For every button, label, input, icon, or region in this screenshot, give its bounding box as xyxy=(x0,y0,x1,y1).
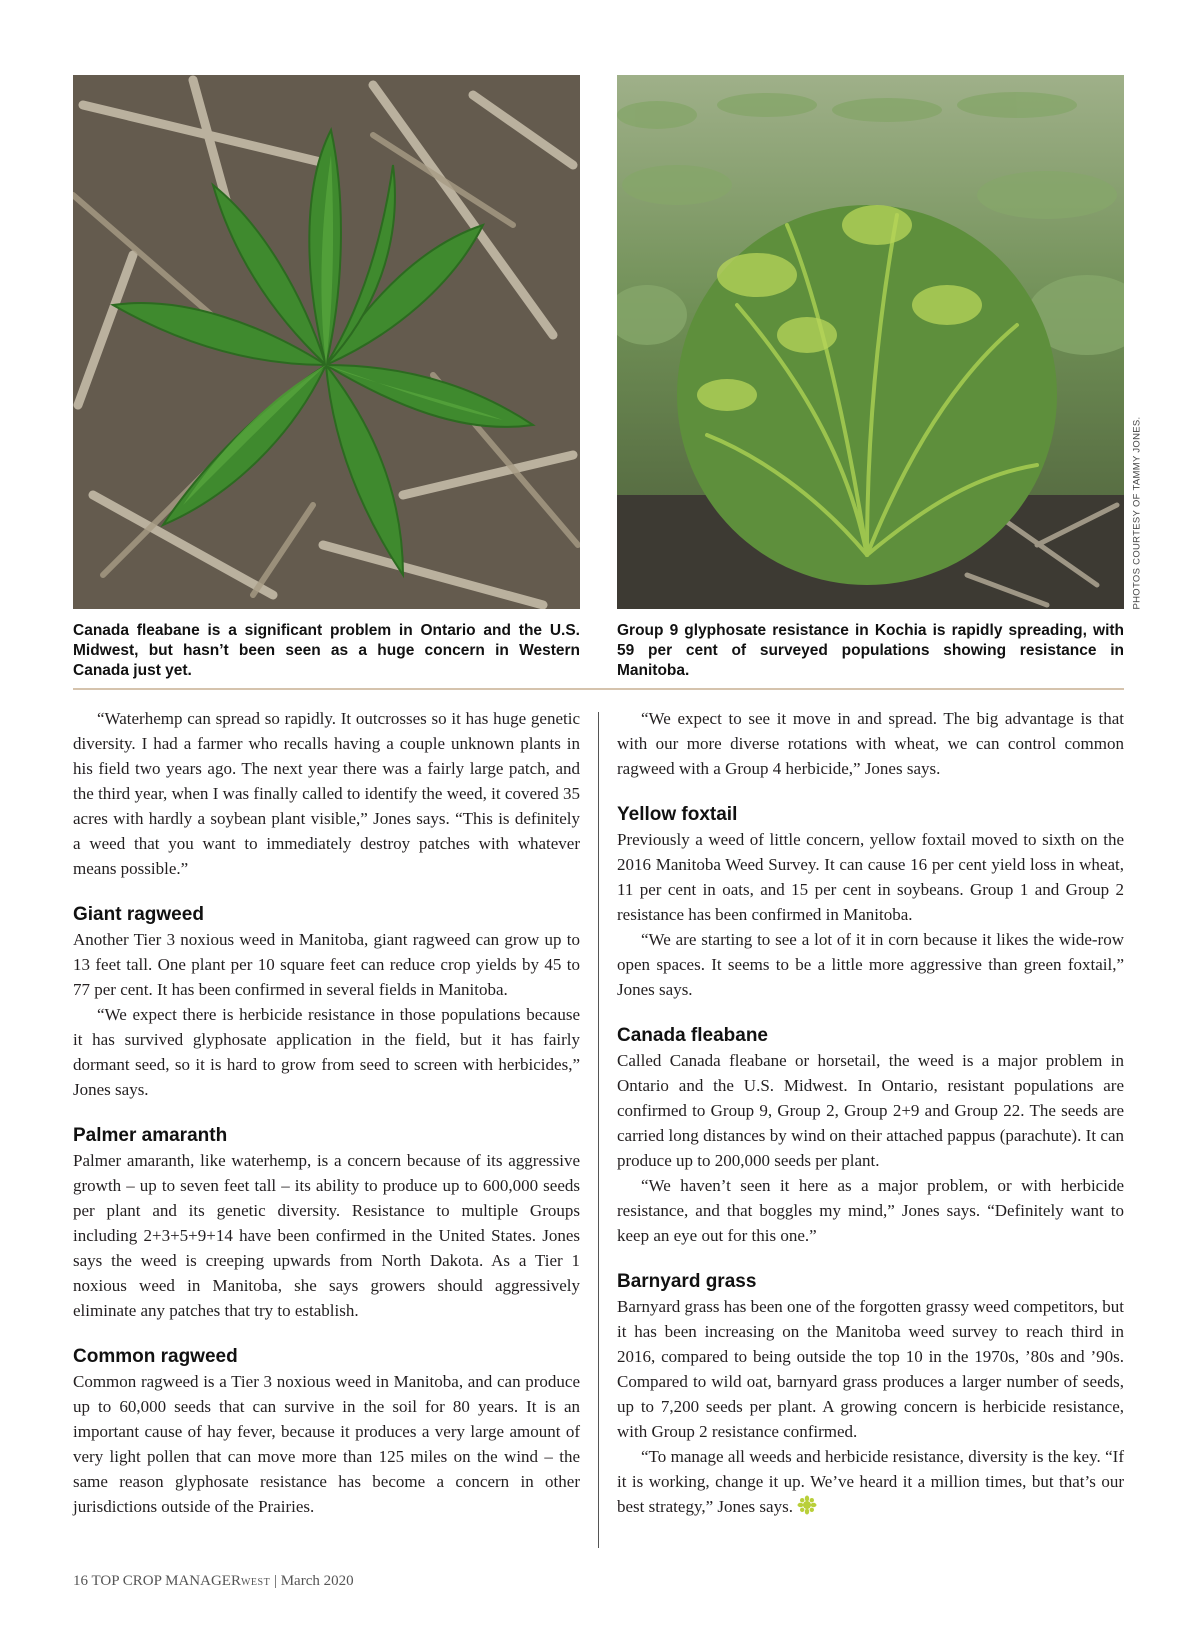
article-column-left xyxy=(73,706,580,1519)
final-paragraph-text: “To manage all weeds and herbicide resistance, diversity is the key. “If it is working, change it up. We’ve heard it a million times, but that’s our best strategy,” Jones says. xyxy=(617,1447,1124,1516)
heading-giant-ragweed: Giant ragweed xyxy=(73,904,204,925)
paragraph: Common ragweed is a Tier 3 noxious weed in Manitoba, and can produce up to 60,000 seeds that can survive in the soil for 80 years. It is an important cause of hay fever, because it produces a very large amount of very light pollen that can move more than 125 miles on the wind – the same reason glyphosate resistance has become a concern in other jurisdictions outside of the Prairies. xyxy=(73,1372,580,1516)
kochia-image xyxy=(617,75,1124,609)
paragraph: “We haven’t seen it here as a major problem, or with herbicide resistance, and that boggles my mind,” Jones says. “Definitely want to keep an eye out for this one.” xyxy=(617,1176,1124,1245)
intro-paragraph: “We expect to see it move in and spread. The big advantage is that with our more diverse rotations with wheat, we can control common ragweed with a Group 4 herbicide,” Jones says. xyxy=(617,709,1124,778)
kochia-photo xyxy=(617,75,1124,609)
paragraph: Another Tier 3 noxious weed in Manitoba, giant ragweed can grow up to 13 feet tall. One plant per 10 square feet can reduce crop yields by 45 to 77 per cent. It has been confirmed in several fields in Manitoba. xyxy=(73,930,580,999)
end-of-article-icon xyxy=(797,1495,817,1515)
caption-right: Group 9 glyphosate resistance in Kochia is rapidly spreading, with 59 per cent of surveyed populations showing resistance in Manitoba. xyxy=(617,622,1124,679)
heading-canada-fleabane: Canada fleabane xyxy=(617,1025,768,1046)
paragraph: Palmer amaranth, like waterhemp, is a concern because of its aggressive growth – up to seven feet tall – its ability to produce up to 600,000 seeds per plant and its genetic diversity. Resistance to multiple Groups including 2+3+5+9+14 have been confirmed in the United States. Jones says the weed is creeping upwards from North Dakota. As a Tier 1 noxious weed in Manitoba, she says growers should aggressively eliminate any patches that try to establish. xyxy=(73,1151,580,1320)
paragraph: “We are starting to see a lot of it in corn because it likes the wide-row open spaces. It seems to be a little more aggressive than green foxtail,” Jones says. xyxy=(617,930,1124,999)
heading-common-ragweed: Common ragweed xyxy=(73,1346,238,1367)
caption-divider xyxy=(73,688,1124,690)
paragraph: Previously a weed of little concern, yellow foxtail moved to sixth on the 2016 Manitoba Weed Survey. It can cause 16 per cent yield loss in wheat, 11 per cent in oats, and 15 per cent in soybeans. Group 1 and Group 2 resistance has been confirmed in Manitoba. xyxy=(617,830,1124,924)
paragraph: “We expect there is herbicide resistance in those populations because it has survived glyphosate application in the field, but it has fairly dormant seed, so it is hard to grow from seed to screen with herbicides,” Jones says. xyxy=(73,1005,580,1099)
column-divider xyxy=(598,712,599,1548)
page-number: 16 xyxy=(73,1573,88,1589)
heading-barnyard-grass: Barnyard grass xyxy=(617,1271,757,1292)
magazine-name: TOP CROP MANAGER xyxy=(91,1573,241,1589)
caption-left: Canada fleabane is a significant problem in Ontario and the U.S. Midwest, but hasn’t been seen as a huge concern in Western Canada just yet. xyxy=(73,622,580,679)
paragraph: Barnyard grass has been one of the forgotten grassy weed competitors, but it has been increasing on the Manitoba weed survey to reach third in 2016, compared to being outside the top 10 in the 1970s, ’80s and ’90s. Compared to wild oat, barnyard grass produces a larger number of seeds, up to 7,200 seeds per plant. A growing concern is herbicide resistance, with Group 2 resistance confirmed. xyxy=(617,1297,1124,1441)
magazine-edition: WEST xyxy=(240,1577,271,1588)
heading-yellow-foxtail: Yellow foxtail xyxy=(617,804,738,825)
photo-credit: PHOTOS COURTESY OF TAMMY JONES. xyxy=(1131,416,1143,610)
paragraph: Called Canada fleabane or horsetail, the weed is a major problem in Ontario and the U.S. Midwest. In Ontario, resistant populations are confirmed to Group 9, Group 2, Group 2+9 and Group 22. The seeds are carried long distances by wind on their attached pappus (parachute). It can produce up to 200,000 seeds per plant. xyxy=(617,1051,1124,1170)
heading-palmer-amaranth: Palmer amaranth xyxy=(73,1125,228,1146)
final-paragraph xyxy=(617,1444,1124,1519)
page-footer xyxy=(73,1573,354,1590)
canada-fleabane-photo xyxy=(73,75,580,609)
article-column-right xyxy=(617,706,1124,1519)
footer-separator: | xyxy=(273,1573,277,1589)
issue-date: March 2020 xyxy=(280,1573,354,1589)
canada-fleabane-image xyxy=(73,75,580,609)
intro-paragraph: “Waterhemp can spread so rapidly. It outcrosses so it has huge genetic diversity. I had a farmer who recalls having a couple unknown plants in his field two years ago. The next year there was a fairly large patch, and the third year, when I was finally called to identify the weed, it covered 35 acres with hardly a soybean plant visible,” Jones says. “This is definitely a weed that you want to immediately destroy patches with whatever means possible.” xyxy=(73,709,580,878)
